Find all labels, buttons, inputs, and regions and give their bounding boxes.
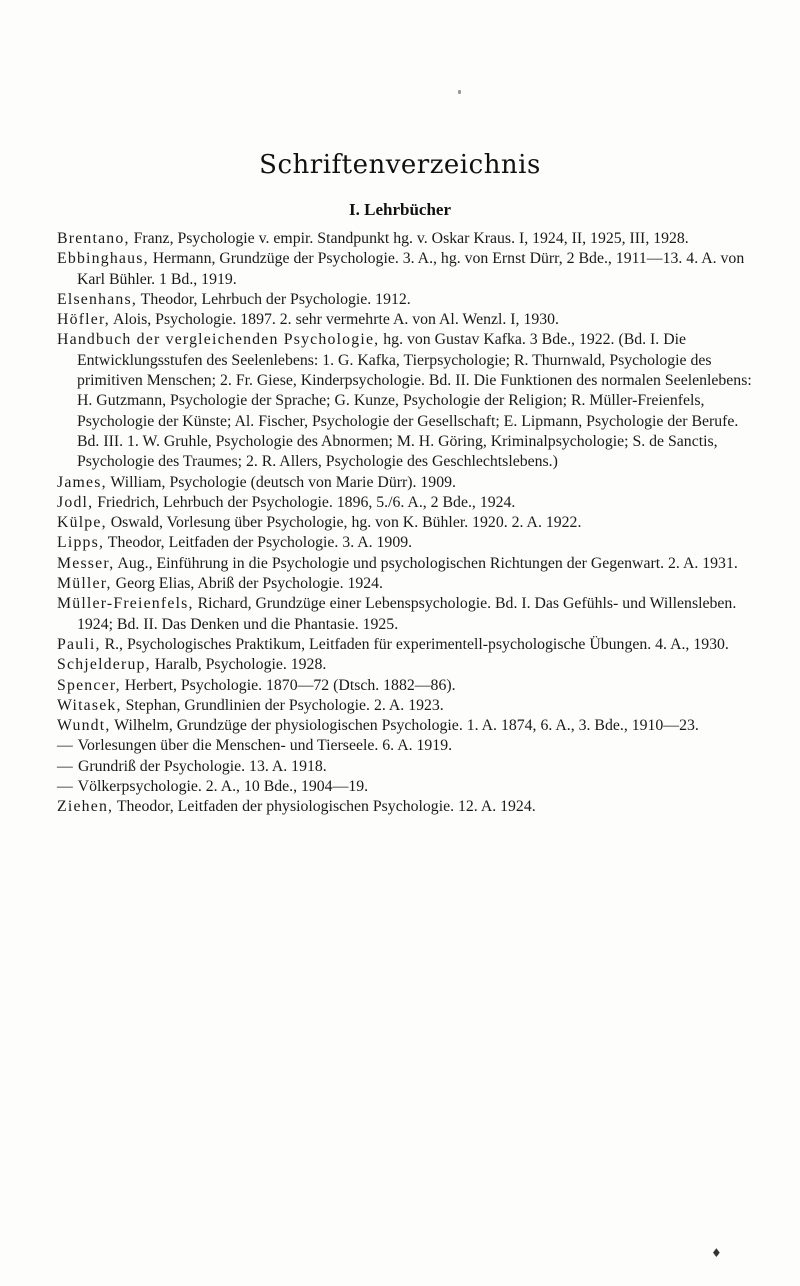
entry-author: Lipps, <box>57 534 105 552</box>
bibliography-entry <box>57 574 757 594</box>
entry-text: Theodor, Lehrbuch der Psychologie. 1912. <box>137 290 411 308</box>
entry-text: Wilhelm, Grundzüge der physiologischen Psychologie. 1. A. 1874, 6. A., 3. Bde., 1910—23. <box>110 717 699 735</box>
entry-text: William, Psychologie (deutsch von Marie Dürr). 1909. <box>106 473 456 491</box>
entry-author: Handbuch der vergleichenden Psychologie, <box>57 331 380 349</box>
ornament-mark: ♦ <box>711 1246 722 1260</box>
entry-author: Wundt, <box>57 717 111 735</box>
entry-author: Müller, <box>57 575 112 593</box>
entry-author: Pauli, <box>57 635 101 653</box>
bibliography-entry <box>57 757 757 777</box>
entry-text: Georg Elias, Abriß der Psychologie. 1924. <box>111 575 384 593</box>
bibliography-entry <box>57 696 757 716</box>
entry-author: Schjelderup, <box>57 656 151 674</box>
bibliography-list <box>57 229 757 818</box>
entry-text: Friedrich, Lehrbuch der Psychologie. 1896, 5./6. A., 2 Bde., 1924. <box>93 493 516 511</box>
entry-author: Ziehen, <box>57 798 114 816</box>
entry-author: Spencer, <box>57 676 121 694</box>
entry-author: Messer, <box>57 554 115 572</box>
entry-text: Richard, Grundzüge einer Lebenspsychologie. Bd. I. Das Gefühls- und Willensleben. 1924; Bd. II. Das Denken und die Phantasie. 1925. <box>77 595 737 633</box>
entry-text: Völkerpsychologie. 2. A., 10 Bde., 1904—19. <box>74 778 369 796</box>
bibliography-entry <box>57 473 757 493</box>
entry-text: Stephan, Grundlinien der Psychologie. 2. A. 1923. <box>121 696 444 714</box>
bibliography-entry <box>57 736 757 756</box>
entry-text: Franz, Psychologie v. empir. Standpunkt hg. v. Oskar Kraus. I, 1924, II, 1925, III, 1928. <box>129 230 689 247</box>
entry-author: Witasek, <box>57 696 122 714</box>
entry-text: R., Psychologisches Praktikum, Leitfaden für experimentell-psychologische Übungen. 4. A., 1930. <box>100 635 729 653</box>
bibliography-entry <box>57 554 757 574</box>
entry-text: Grundriß der Psychologie. 13. A. 1918. <box>74 757 327 775</box>
entry-text: Vorlesungen über die Menschen- und Tierseele. 6. A. 1919. <box>74 737 453 755</box>
bibliography-entry <box>57 777 757 797</box>
bibliography-entry <box>57 655 757 675</box>
entry-text: Theodor, Leitfaden der physiologischen Psychologie. 12. A. 1924. <box>113 798 536 816</box>
scan-speck <box>458 90 461 94</box>
bibliography-entry <box>57 716 757 736</box>
bibliography-entry <box>57 533 757 553</box>
entry-author: Höfler, <box>57 311 110 329</box>
entry-author: Brentano, <box>57 230 130 247</box>
bibliography-entry <box>57 513 757 533</box>
entry-text: Oswald, Vorlesung über Psychologie, hg. von K. Bühler. 1920. 2. A. 1922. <box>106 514 582 532</box>
entry-author: Ebbinghaus, <box>57 250 149 268</box>
bibliography-entry <box>57 229 757 249</box>
entry-author: Külpe, <box>57 514 107 532</box>
entry-text: hg. von Gustav Kafka. 3 Bde., 1922. (Bd. I. Die Entwicklungsstufen des Seelenlebens: 1. G. Kafka, Tierpsychologie; R. Thurnwald, Psychologie des primitiven Menschen; 2. Fr. Giese, Kinderpsychologie. Bd. II. Die Funktionen des normalen Seelenlebens: H. Gutzmann, Psychologie der Sprache; G. Kunze, Psychologie der Religion; R. Müller-Freienfels, Psychologie der Künste; Al. Fischer, Psychologie der Gesellschaft; E. Lipmann, Psychologie der Berufe. Bd. III. 1. W. Gruhle, Psychologie des Abnormen; M. H. Göring, Kriminalpsychologie; S. de Sanctis, Psychologie des Traumes; 2. R. Allers, Psychologie des Geschlechtslebens.) <box>77 331 752 471</box>
entry-text: Alois, Psychologie. 1897. 2. sehr vermehrte A. von Al. Wenzl. I, 1930. <box>109 311 559 329</box>
entry-author: Jodl, <box>57 493 94 511</box>
bibliography-entry <box>57 635 757 655</box>
bibliography-entry <box>57 249 757 290</box>
entry-text: Theodor, Leitfaden der Psychologie. 3. A. 1909. <box>104 534 413 552</box>
entry-text: Aug., Einführung in die Psychologie und psychologischen Richtungen der Gegenwart. 2. A. 1931. <box>114 554 738 572</box>
entry-text: Hermann, Grundzüge der Psychologie. 3. A., hg. von Ernst Dürr, 2 Bde., 1911—13. 4. A. von Karl Bühler. 1 Bd., 1919. <box>77 250 745 288</box>
page-title: Schriftenverzeichnis <box>259 150 541 180</box>
bibliography-entry <box>57 493 757 513</box>
bibliography-entry <box>57 330 757 472</box>
section-heading: I. Lehrbücher <box>349 200 451 219</box>
bibliography-entry <box>57 310 757 330</box>
entry-author: — <box>57 737 74 755</box>
entry-text: Haralb, Psychologie. 1928. <box>150 656 327 674</box>
bibliography-entry <box>57 676 757 696</box>
entry-author: — <box>57 757 74 775</box>
entry-author: — <box>57 778 74 796</box>
bibliography-entry <box>57 290 757 310</box>
entry-author: Elsenhans, <box>57 290 138 308</box>
bibliography-entry <box>57 594 757 635</box>
entry-author: James, <box>57 473 107 491</box>
entry-author: Müller-Freienfels, <box>57 595 194 613</box>
bibliography-entry <box>57 797 757 817</box>
entry-text: Herbert, Psychologie. 1870—72 (Dtsch. 1882—86). <box>120 676 456 694</box>
